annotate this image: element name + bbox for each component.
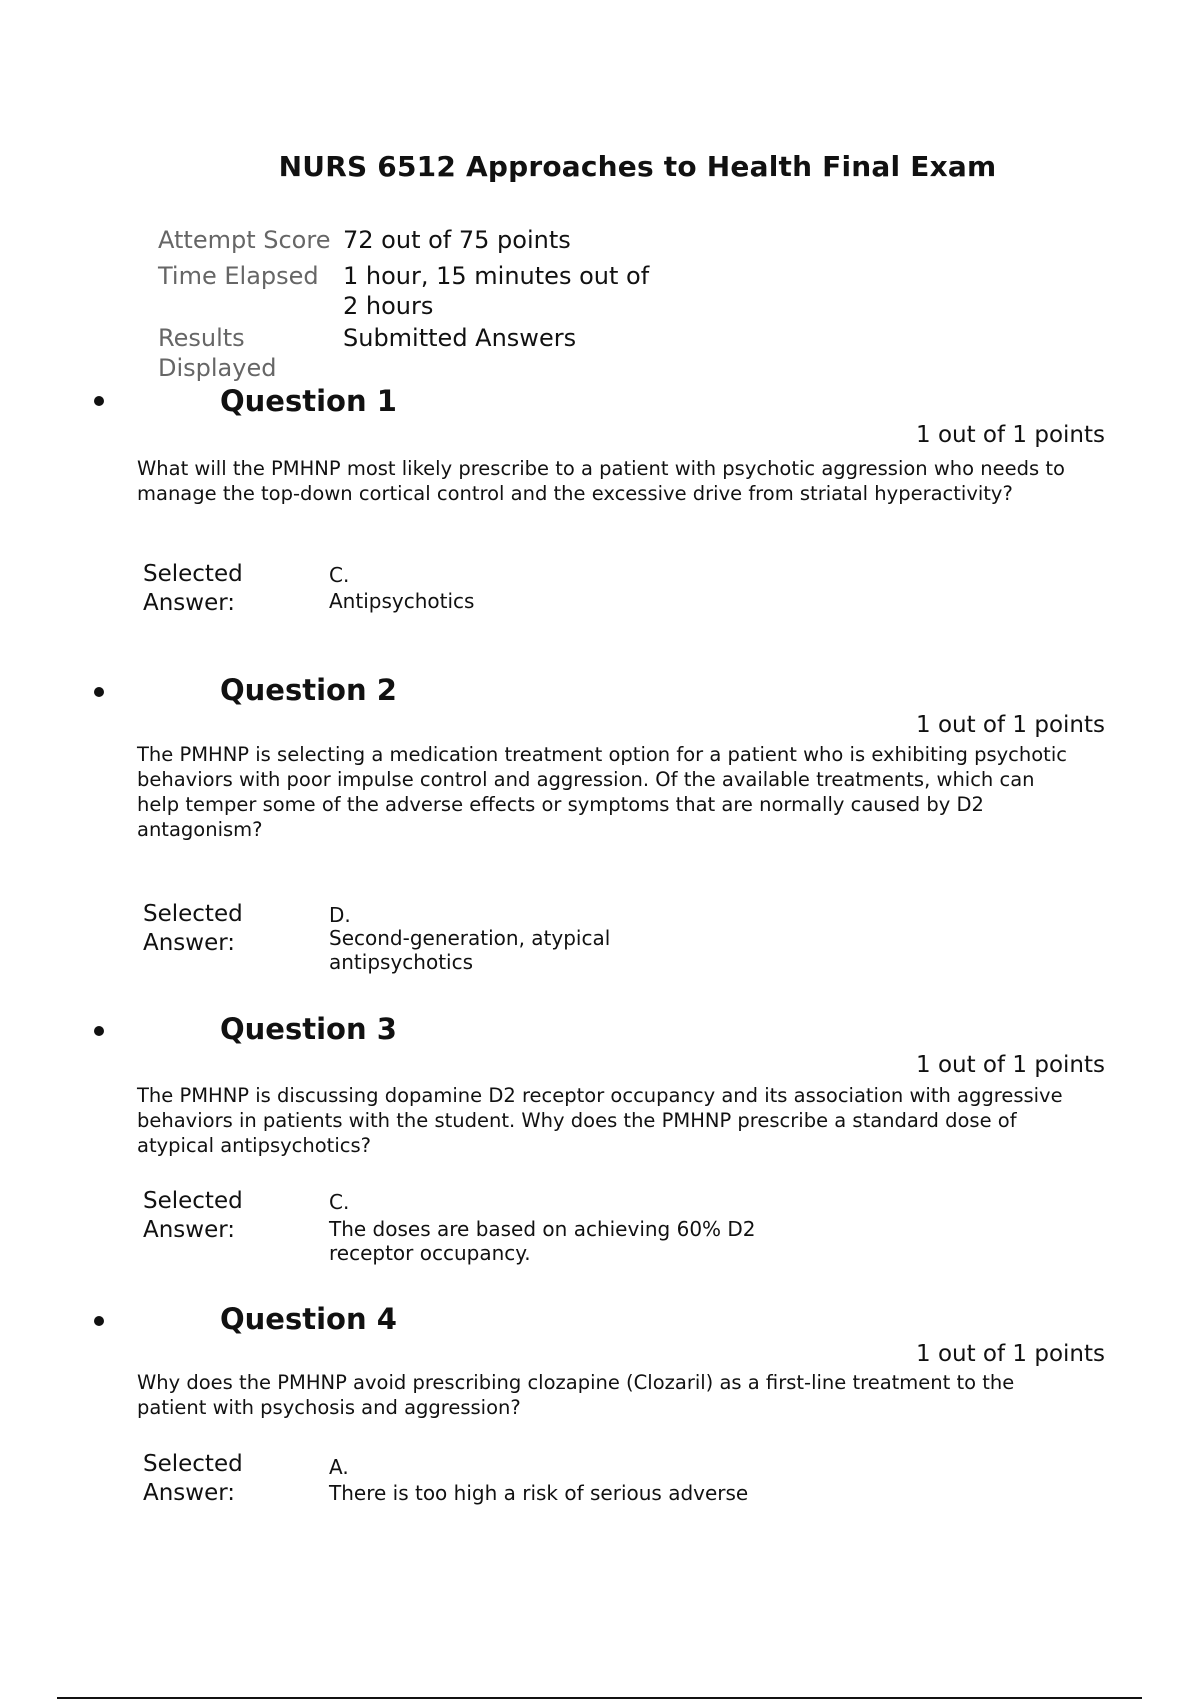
selected-answer-label: Selected Answer: <box>143 561 243 616</box>
selected-answer-text: There is too high a risk of serious adverse <box>329 1481 749 1505</box>
selected-answer-text: The doses are based on achieving 60% D2 receptor occupancy. <box>329 1217 756 1265</box>
selected-answer-label: Selected Answer: <box>143 1451 243 1506</box>
attempt-score-label: Attempt Score <box>158 226 331 254</box>
selected-answer-text: Antipsychotics <box>329 589 475 613</box>
question-points: 1 out of 1 points <box>916 1052 1105 1078</box>
bullet-icon <box>94 396 104 406</box>
results-displayed-value: Submitted Answers <box>343 324 577 352</box>
question-title: Question 2 <box>220 673 397 707</box>
bullet-icon <box>94 687 104 697</box>
results-displayed-label: Results Displayed <box>158 324 277 382</box>
selected-answer-letter: C. <box>329 563 350 587</box>
question-title: Question 3 <box>220 1012 397 1046</box>
question-text: The PMHNP is discussing dopamine D2 receptor occupancy and its association with aggressive behaviors in patients with the student. Why does the PMHNP prescribe a standard dose of atypical antipsychotics? <box>137 1084 1063 1157</box>
time-elapsed-value: 1 hour, 15 minutes out of 2 hours <box>343 262 650 320</box>
bullet-icon <box>94 1316 104 1326</box>
selected-answer-text: Second-generation, atypical antipsychotics <box>329 926 611 974</box>
question-title: Question 1 <box>220 384 397 418</box>
selected-answer-label: Selected Answer: <box>143 901 243 956</box>
question-points: 1 out of 1 points <box>916 422 1105 448</box>
question-text: Why does the PMHNP avoid prescribing clozapine (Clozaril) as a first-line treatment to the patient with psychosis and aggression? <box>137 1371 1015 1419</box>
bullet-icon <box>94 1026 104 1036</box>
exam-title: NURS 6512 Approaches to Health Final Exam <box>278 150 997 183</box>
selected-answer-letter: A. <box>329 1455 349 1479</box>
page-divider <box>57 1697 1142 1699</box>
selected-answer-label: Selected Answer: <box>143 1188 243 1243</box>
selected-answer-letter: D. <box>329 903 351 927</box>
question-title: Question 4 <box>220 1302 397 1336</box>
question-text: What will the PMHNP most likely prescribe to a patient with psychotic aggression who needs to manage the top-down cortical control and the excessive drive from striatal hyperactivity? <box>137 457 1065 505</box>
question-points: 1 out of 1 points <box>916 1341 1105 1367</box>
time-elapsed-label: Time Elapsed <box>158 262 319 290</box>
question-points: 1 out of 1 points <box>916 712 1105 738</box>
attempt-score-value: 72 out of 75 points <box>343 226 571 254</box>
selected-answer-letter: C. <box>329 1190 350 1214</box>
question-text: The PMHNP is selecting a medication treatment option for a patient who is exhibiting psychotic behaviors with poor impulse control and aggression. Of the available treatments, which can help temper some of the adverse effects or symptoms that are normally caused by D2 antagonism? <box>137 743 1067 841</box>
